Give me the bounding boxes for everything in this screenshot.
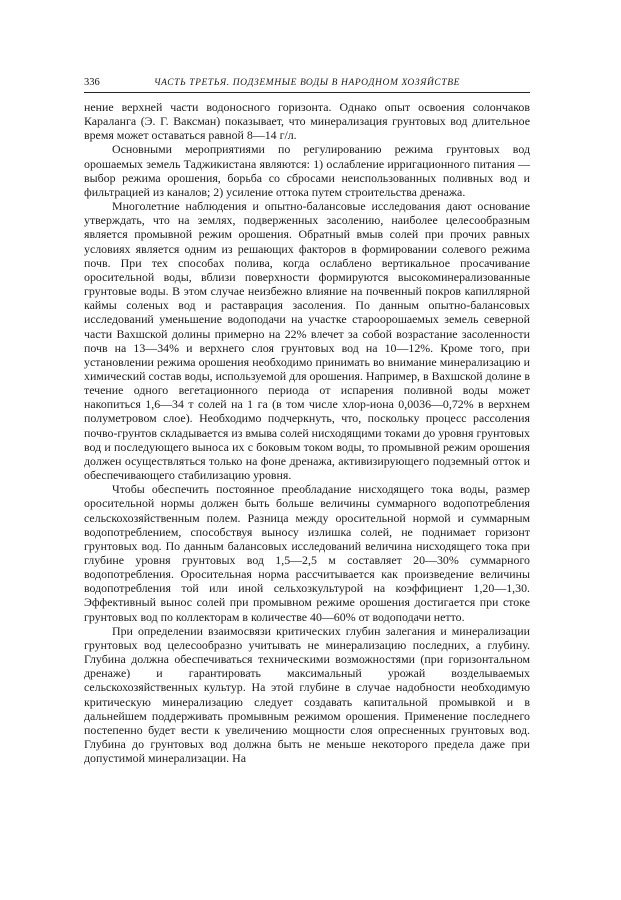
paragraph: При определении взаимосвязи критических глубин залегания и минерализации грунтовых вод целесообразно учитывать не минерализацию последних, а глубину. Глубина должна обеспечиваться техническими возможностями (при горизонтальном дренаже) и гарантировать максимальный урожай возделываемых сельскохозяйственных культур. На этой глубине в случае надобности необходимую критическую минерализацию следует создавать капитальной промывкой и в дальнейшем поддерживать промывным режимом орошения. Применение последнего постепенно будет вести к увеличению мощности слоя опресненных грунтовых вод. Глубина до грунтовых вод должна быть не меньше некоторого предела даже при допустимой минерализации. На xyxy=(84,623,530,766)
paragraph: Многолетние наблюдения и опытно-балансовые исследования дают основание утверждать, что на землях, подверженных засолению, наиболее целесообразным является промывной режим орошения. Обратный вмыв солей при прочих равных условиях является одним из решающих факторов в формировании солевого режима почв. При тех способах полива, когда ослаблено вертикальное просачивание оросительной воды, вблизи поверхности формируются высокоминерализованные грунтовые воды. В этом случае неизбежно влияние на почвенный покров капиллярной каймы соленых вод и раставрация засоления. По данным опытно-балансовых исследований уменьшение водоподачи на участке староорошаемых земель северной части Вахшской долины примерно на 22% влечет за собой возрастание засоленности почв на 13—34% и верхнего слоя грунтовых вод на 10—12%. Кроме того, при установлении режима орошения необходимо принимать во внимание минерализацию и химический состав воды, используемой для орошения. Например, в Вахшской долине в течение одного вегетационного периода от испарения поливной воды может накопиться 1,6—34 т солей на 1 га (в том числе хлор-иона 0,0036—0,72% в верхнем полуметровом слое). Необходимо подчеркнуть, что, поскольку процесс рассоления почво-грунтов складывается из вмыва солей нисходящими токами до уровня грунтовых вод и последующего выноса их с боковым током воды, то промывной режим орошения должен осуществляться только на фоне дренажа, активизирующего подземный отток и обеспечивающего стабилизацию уровня. xyxy=(84,199,530,483)
paragraph-continued: нение верхней части водоносного горизонта. Однако опыт освоения солончаков Караланга (Э. Г. Ваксман) показывает, что минерализация грунтовых вод длительное время может оставаться равной 8—14 г/л. xyxy=(84,100,530,143)
paragraph: Чтобы обеспечить постоянное преобладание нисходящего тока воды, размер оросительной нормы должен быть больше величины суммарного водопотребления сельскохозяйственным полем. Разница между оросительной нормой и суммарным водопотреблением, способствуя выносу излишка солей, не поднимает горизонт грунтовых вод. По данным балансовых исследований величина нисходящего тока при глубине уровня грунтовых вод 1,5—2,5 м составляет 20—30% суммарного водопотребления. Оросительная норма рассчитывается как произведение величины водопотребления той или иной сельхозкультурой на коэффициент 1,20—1,30. Эффективный вынос солей при промывном режиме орошения достигается при стоке грунтовых вод по коллекторам в количестве 40—60% от водоподачи нетто. xyxy=(84,482,530,624)
paragraph: Основными мероприятиями по регулированию режима грунтовых вод орошаемых земель Таджикистана являются: 1) ослабление ирригационного питания — выбор режима орошения, борьба со сбросами неиспользованных поливных вод и фильтрацией из каналов; 2) усиление оттока путем строительства дренажа. xyxy=(84,142,530,199)
page-number: 336 xyxy=(84,77,100,88)
running-title: ЧАСТЬ ТРЕТЬЯ. ПОДЗЕМНЫЕ ВОДЫ В НАРОДНОМ ХОЗЯЙСТВЕ xyxy=(153,78,461,88)
header-rule xyxy=(84,92,530,93)
body-text xyxy=(84,100,530,765)
